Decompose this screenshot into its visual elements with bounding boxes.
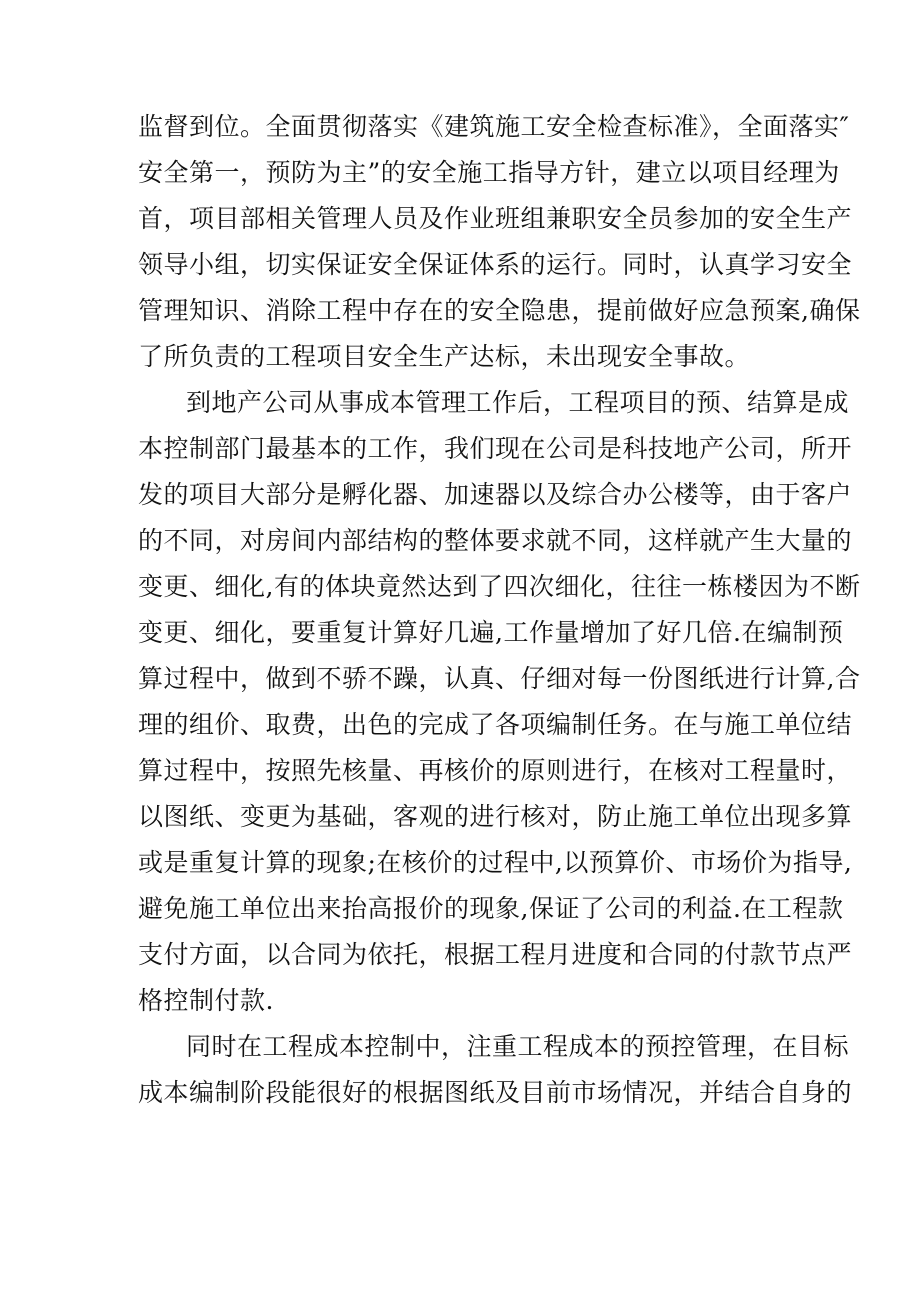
text-line: 支付方面，以合同为依托，根据工程月进度和合同的付款节点严 [138,940,853,969]
text-line: 理的组价、取费，出色的完成了各项编制任务。在与施工单位结 [138,710,853,739]
paragraph-1 [138,104,861,380]
text-line: 格控制付款. [138,986,274,1015]
text-line: 管理知识、消除工程中存在的安全隐患，提前做好应急预案,确保 [138,296,861,325]
text-line: 变更、细化,有的体块竟然达到了四次细化，往往一栋楼因为不断 [138,572,861,601]
text-line: 或是重复计算的现象;在核价的过程中,以预算价、市场价为指导, [138,848,853,877]
text-line: 变更、细化，要重复计算好几遍,工作量增加了好几倍.在编制预 [138,618,844,647]
text-line: 算过程中，做到不骄不躁，认真、仔细对每一份图纸进行计算,合 [138,664,861,693]
text-line: 避免施工单位出来抬高报价的现象,保证了公司的利益.在工程款 [138,894,844,923]
text-line: 以图纸、变更为基础，客观的进行核对，防止施工单位出现多算 [138,802,853,831]
text-line: 领导小组，切实保证安全保证体系的运行。同时，认真学习安全 [138,250,853,279]
text-line: 了所负责的工程项目安全生产达标，未出现安全事故。 [138,342,751,371]
text-line: 监督到位。全面贯彻落实《建筑施工安全检查标准》，全面落实″ [138,112,850,141]
text-line: 到地产公司从事成本管理工作后，工程项目的预、结算是成 [186,388,850,417]
text-line: 算过程中，按照先核量、再核价的原则进行，在核对工程量时， [138,756,853,785]
paragraph-2 [138,380,861,1024]
text-line: 首，项目部相关管理人员及作业班组兼职安全员参加的安全生产 [138,204,853,233]
text-line: 发的项目大部分是孵化器、加速器以及综合办公楼等，由于客户 [138,480,853,509]
text-line: 同时在工程成本控制中，注重工程成本的预控管理，在目标 [186,1032,850,1061]
text-line: 的不同，对房间内部结构的整体要求就不同，这样就产生大量的 [138,526,853,555]
text-line: 本控制部门最基本的工作，我们现在公司是科技地产公司，所开 [138,434,853,463]
text-line: 安全第一，预防为主”的安全施工指导方针，建立以项目经理为 [138,158,840,187]
paragraph-3 [138,1024,853,1116]
document-body [138,104,861,1116]
text-line: 成本编制阶段能很好的根据图纸及目前市场情况，并结合自身的 [138,1078,853,1107]
